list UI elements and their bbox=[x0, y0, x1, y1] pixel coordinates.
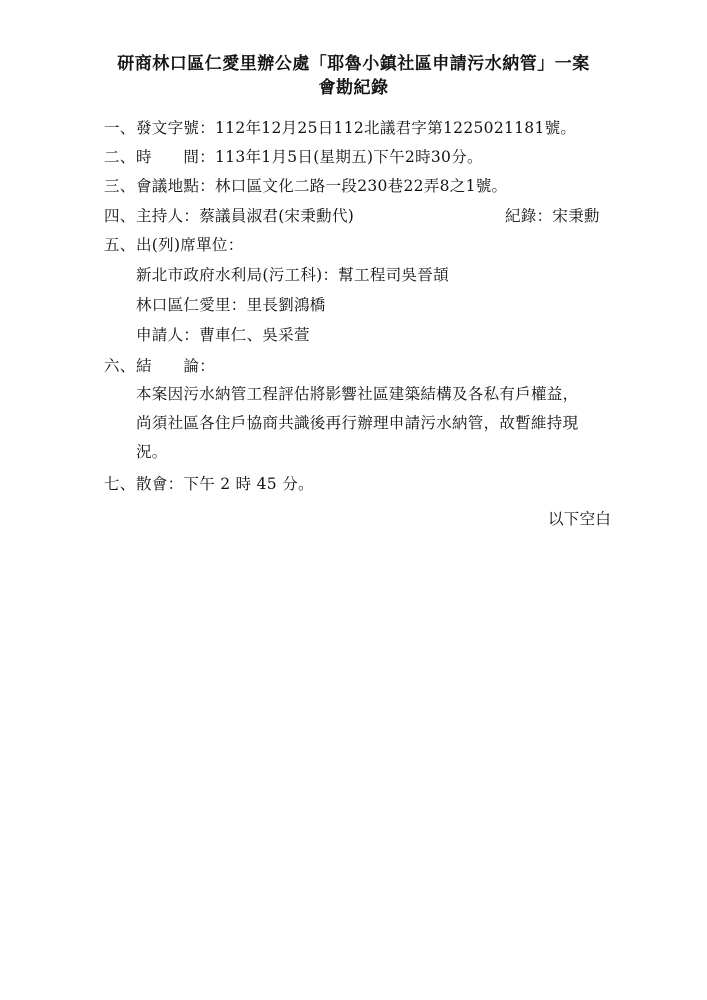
document-title-line-2: 會勘紀錄 bbox=[318, 78, 389, 98]
item-text: 主持人：蔡議員淑君(宋秉勳代) bbox=[136, 207, 355, 225]
conclusion-line: 本案因污水納管工程評估將影響社區建築結構及各私有戶權益， bbox=[136, 385, 579, 403]
item-attendees-heading bbox=[104, 234, 244, 256]
item-text: 會議地點：林口區文化二路一段230巷22弄8之1號。 bbox=[136, 177, 508, 195]
item-number: 三、 bbox=[104, 177, 136, 195]
item-number: 六、 bbox=[104, 357, 136, 375]
item-text: 出(列)席單位： bbox=[136, 236, 244, 254]
item-time bbox=[104, 146, 483, 168]
item-number: 二、 bbox=[104, 148, 136, 166]
item-number: 四、 bbox=[104, 207, 136, 225]
end-note: 以下空白 bbox=[548, 510, 612, 528]
item-text: 散會：下午 2 時 45 分。 bbox=[136, 475, 314, 493]
document-title-line-1: 研商林口區仁愛里辦公處「耶魯小鎮社區申請污水納管」一案 bbox=[117, 54, 590, 74]
item-text: 結 論： bbox=[136, 357, 216, 375]
conclusion-line: 尚須社區各住戶協商共識後再行辦理申請污水納管，故暫維持現 bbox=[136, 414, 579, 432]
item-number: 一、 bbox=[104, 119, 136, 137]
item-text: 時 間：113年1月5日(星期五)下午2時30分。 bbox=[136, 148, 483, 166]
item-chair bbox=[104, 205, 354, 227]
item-conclusion-heading bbox=[104, 355, 215, 377]
item-doc-number bbox=[104, 117, 576, 139]
conclusion-line: 況。 bbox=[136, 443, 168, 461]
item-text: 發文字號：112年12月25日112北議君字第1225021181號。 bbox=[136, 119, 577, 137]
attendee-line: 新北市政府水利局(污工科)：幫工程司吳晉頡 bbox=[136, 266, 449, 284]
item-adjourn bbox=[104, 473, 314, 495]
item-number: 五、 bbox=[104, 236, 136, 254]
attendee-line: 林口區仁愛里：里長劉鴻橋 bbox=[136, 296, 326, 314]
recorder: 紀錄：宋秉勳 bbox=[505, 207, 600, 225]
item-location bbox=[104, 175, 507, 197]
item-number: 七、 bbox=[104, 475, 136, 493]
attendee-line: 申請人：曹車仁、吳采萱 bbox=[136, 326, 310, 344]
